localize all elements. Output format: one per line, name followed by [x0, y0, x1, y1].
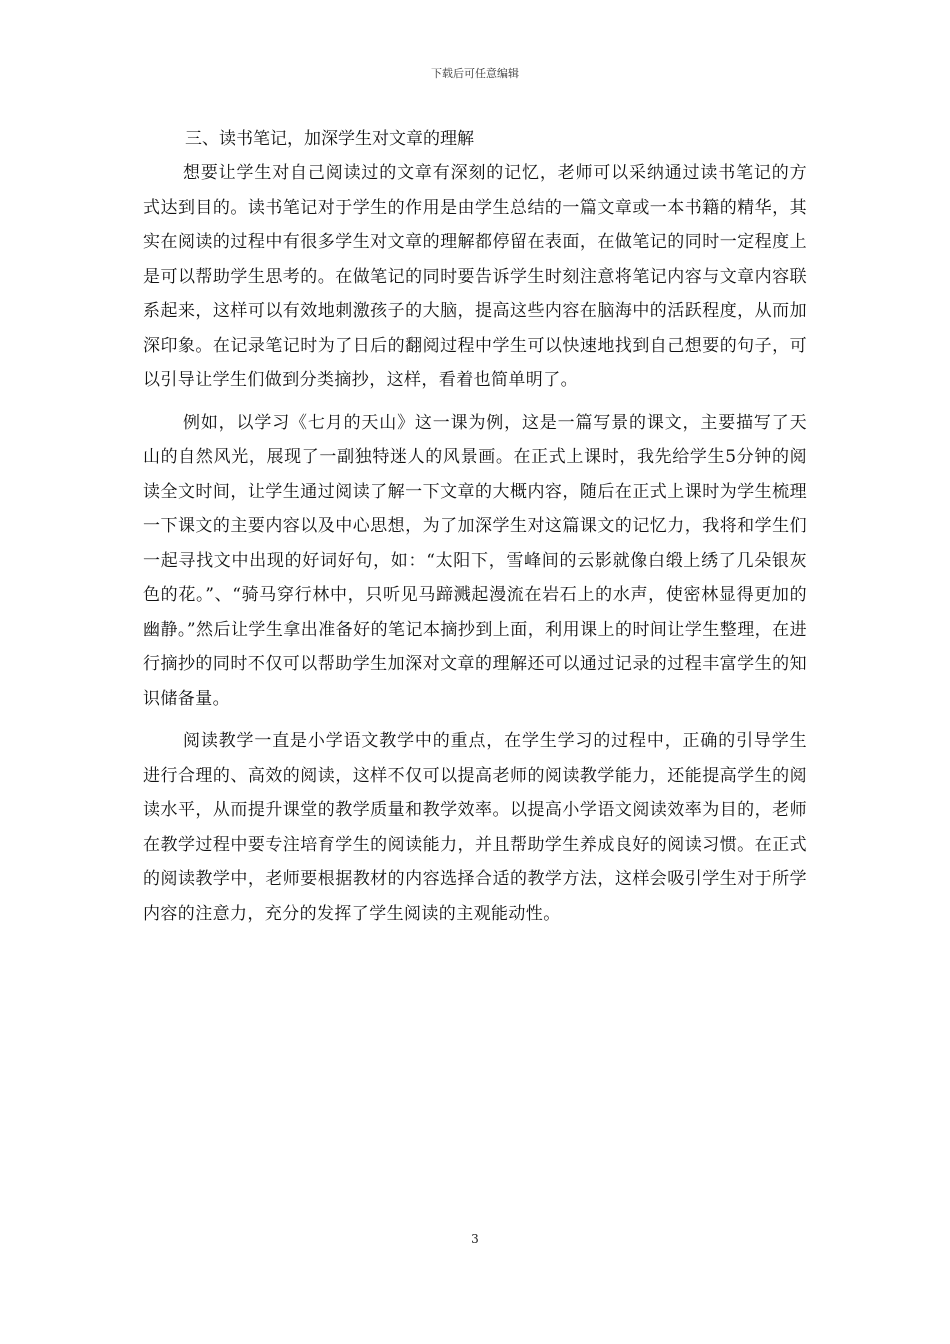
page-number: 3 [471, 1232, 479, 1246]
paragraph-conclusion: 阅读教学一直是小学语文教学中的重点，在学生学习的过程中，正确的引导学生进行合理的、高效的阅读，这样不仅可以提高老师的阅读教学能力，还能提高学生的阅读水平，从而提升课堂的教学质量和教学效率。以提高小学语文阅读效率为目的，老师在教学过程中要专注培育学生的阅读能力，并且帮助学生养成良好的阅读习惯。在正式的阅读教学中，老师要根据教材的内容选择合适的教学方法，这样会吸引学生对于所学内容的注意力，充分的发挥了学生阅读的主观能动性。 [143, 731, 807, 924]
page-header: 下载后可任意编辑 [431, 67, 519, 80]
document-body [143, 122, 807, 939]
paragraph-example-tianshan: 例如，以学习《七月的天山》这一课为例，这是一篇写景的课文，主要描写了天山的自然风光，展现了一副独特迷人的风景画。在正式上课时，我先给学生5分钟的阅读全文时间，让学生通过阅读了解一下文章的大概内容，随后在正式上课时为学生梳理一下课文的主要内容以及中心思想，为了加深学生对这篇课文的记忆力，我将和学生们一起寻找文中出现的好词好句，如：“太阳下，雪峰间的云影就像白缎上绣了几朵银灰色的花。”、“骑马穿行林中，只听见马蹄溅起漫流在岩石上的水声，使密林显得更加的幽静。”然后让学生拿出准备好的笔记本摘抄到上面，利用课上的时间让学生整理，在进行摘抄的同时不仅可以帮助学生加深对文章的理解还可以通过记录的过程丰富学生的知识储备量。 [143, 412, 807, 709]
paragraph-reading-notes: 想要让学生对自己阅读过的文章有深刻的记忆，老师可以采纳通过读书笔记的方式达到目的。读书笔记对于学生的作用是由学生总结的一篇文章或一本书籍的精华，其实在阅读的过程中有很多学生对文章的理解都停留在表面，在做笔记的同时一定程度上是可以帮助学生思考的。在做笔记的同时要告诉学生时刻注意将笔记内容与文章内容联系起来，这样可以有效地刺激孩子的大脑，提高这些内容在脑海中的活跃程度，从而加深印象。在记录笔记时为了日后的翻阅过程中学生可以快速地找到自己想要的句子，可以引导让学生们做到分类摘抄，这样，看着也简单明了。 [143, 163, 807, 390]
section-heading: 三、读书笔记，加深学生对文章的理解 [185, 129, 474, 149]
